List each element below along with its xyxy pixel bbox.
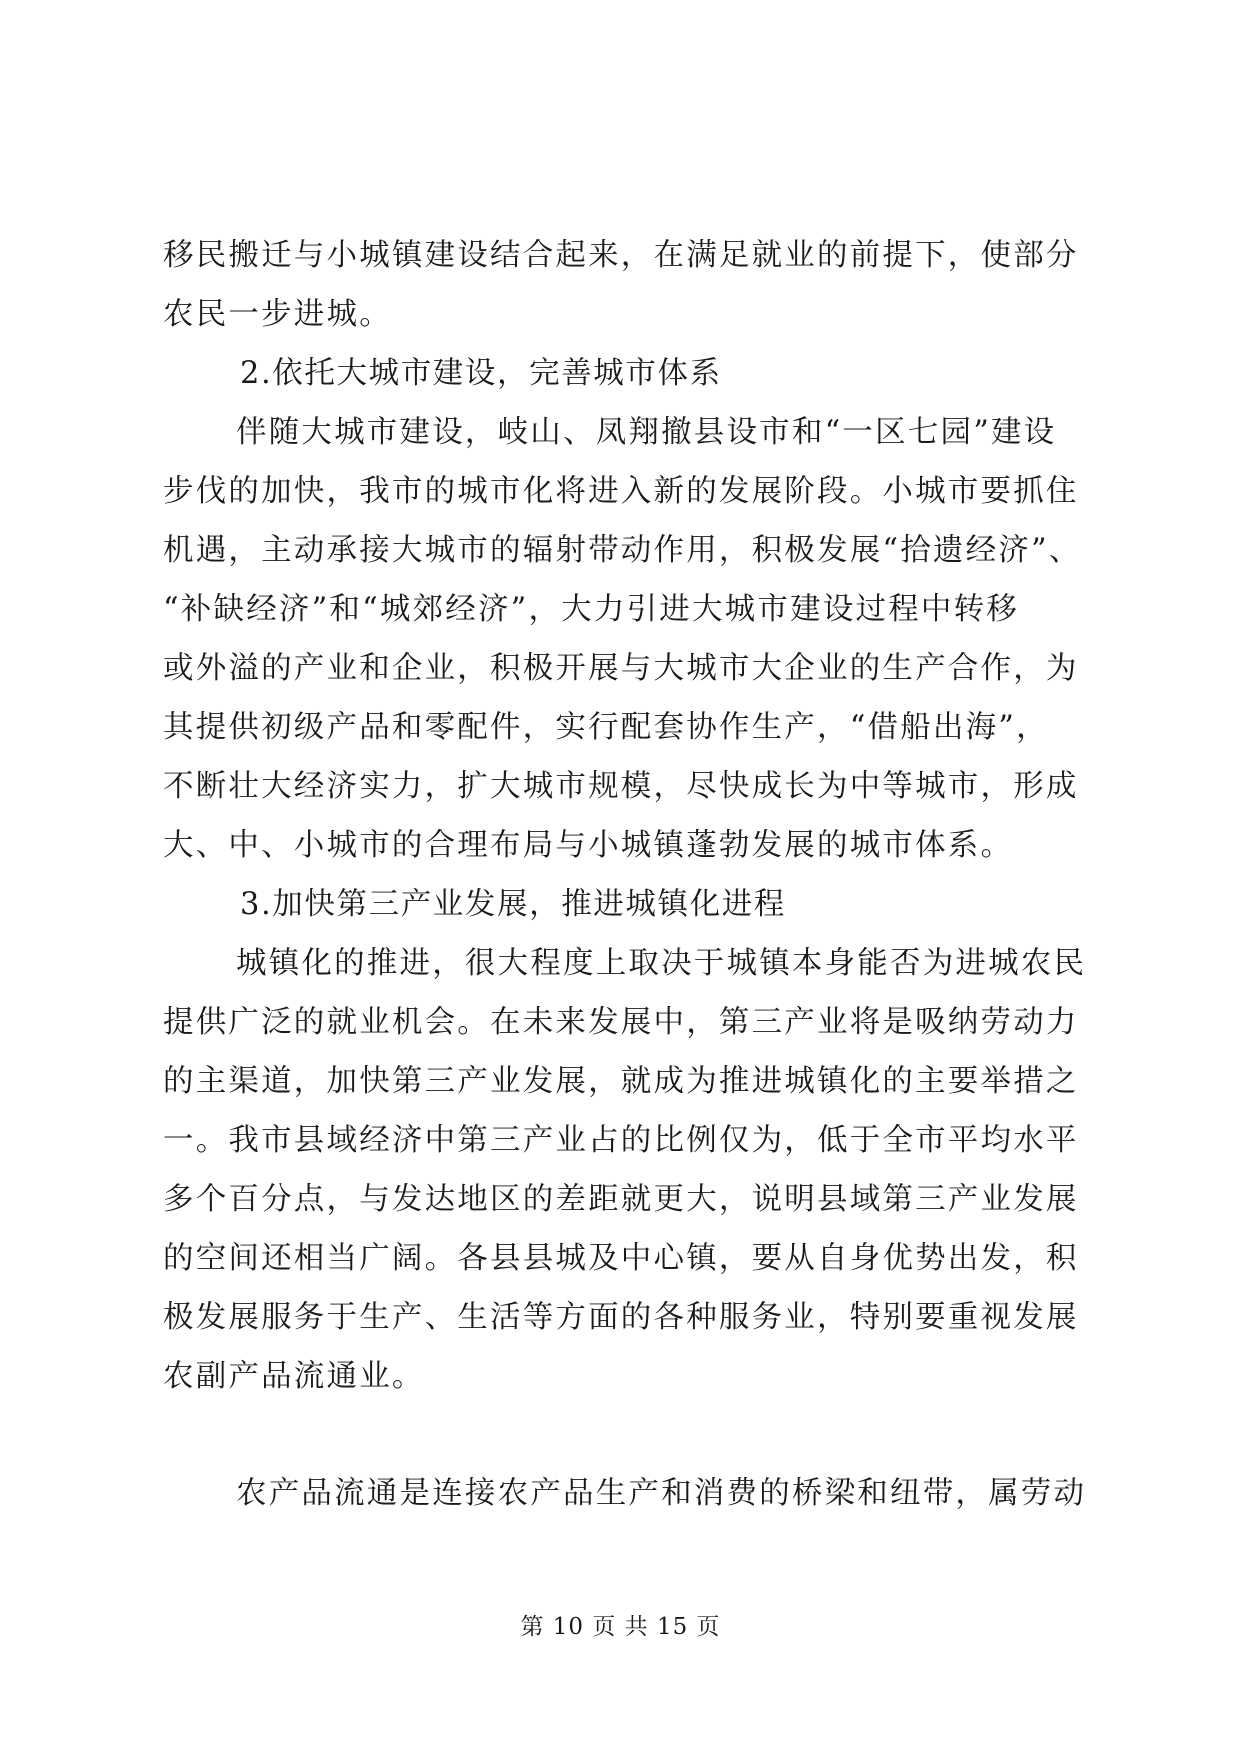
body-text-line: 提供广泛的就业机会。在未来发展中，第三产业将是吸纳劳动力 (163, 1005, 1079, 1040)
body-text-line: 农副产品流通业。 (163, 1359, 425, 1394)
body-text-line: 大、中、小城市的合理布局与小城镇蓬勃发展的城市体系。 (163, 828, 1014, 863)
section-heading: 3.加快第三产业发展，推进城镇化进程 (240, 887, 786, 922)
body-text-line: 或外溢的产业和企业，积极开展与大城市大企业的生产合作，为 (163, 651, 1079, 686)
body-text-line: 多个百分点，与发达地区的差距就更大，说明县域第三产业发展 (163, 1182, 1079, 1217)
body-text-line: 其提供初级产品和零配件，实行配套协作生产，“借船出海”， (163, 710, 1049, 745)
body-text-line: 步伐的加快，我市的城市化将进入新的发展阶段。小城市要抓住 (163, 474, 1079, 509)
body-text-line: 城镇化的推进，很大程度上取决于城镇本身能否为进城农民 (236, 946, 1087, 981)
page-number-footer: 第 10 页 共 15 页 (520, 1614, 721, 1640)
body-text-line: “补缺经济”和“城郊经济”，大力引进大城市建设过程中转移 (163, 592, 1019, 627)
body-text-line: 移民搬迁与小城镇建设结合起来，在满足就业的前提下，使部分 (163, 238, 1079, 273)
body-text-line: 的空间还相当广阔。各县县城及中心镇，要从自身优势出发，积 (163, 1241, 1079, 1276)
body-text-line: 不断壮大经济实力，扩大城市规模，尽快成长为中等城市，形成 (163, 769, 1079, 804)
body-text-line: 机遇，主动承接大城市的辐射带动作用，积极发展“拾遗经济”、 (163, 533, 1082, 568)
body-text-line: 一。我市县域经济中第三产业占的比例仅为，低于全市平均水平 (163, 1123, 1079, 1158)
body-text-line: 极发展服务于生产、生活等方面的各种服务业，特别要重视发展 (163, 1300, 1079, 1335)
body-text-line: 伴随大城市建设，岐山、凤翔撤县设市和“一区七园”建设 (236, 415, 1057, 450)
section-heading: 2.依托大城市建设，完善城市体系 (240, 356, 722, 391)
body-text-line: 的主渠道，加快第三产业发展，就成为推进城镇化的主要举措之 (163, 1064, 1079, 1099)
body-text-line: 农民一步进城。 (163, 297, 392, 332)
body-text-line: 农产品流通是连接农产品生产和消费的桥梁和纽带，属劳动 (236, 1476, 1087, 1511)
